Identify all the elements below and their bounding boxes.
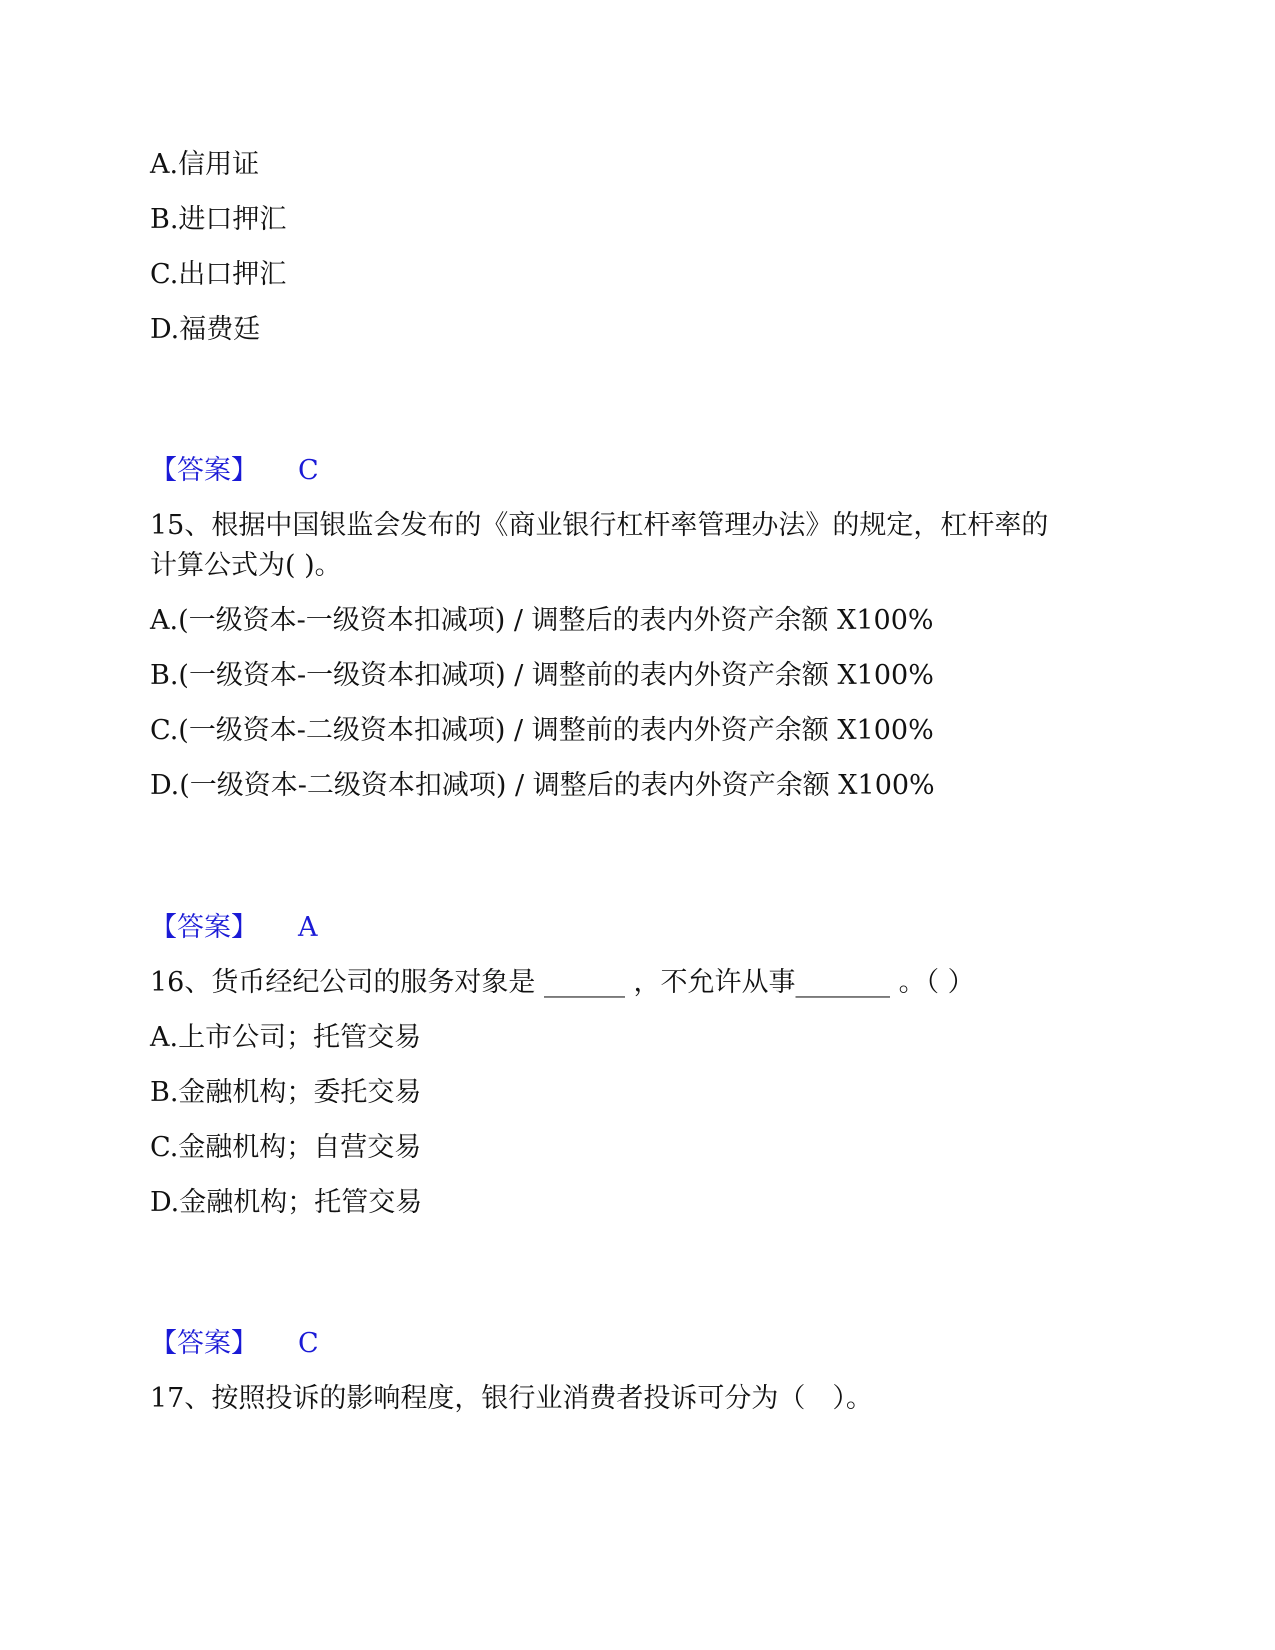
q15-option-d: D.(一级资本-二级资本扣减项) / 调整后的表内外资产余额 X100% [150,770,935,801]
q16-option-d: D.金融机构；托管交易 [150,1187,423,1218]
q16-option-c: C.金融机构；自营交易 [150,1132,422,1163]
answer-label: 【答案】 [150,455,258,486]
q15-option-b: B.(一级资本-一级资本扣减项) / 调整前的表内外资产余额 X100% [150,660,934,691]
q14-option-c: C.出口押汇 [150,259,287,290]
q14-option-a: A.信用证 [150,149,260,180]
q15-stem-line1: 15、根据中国银监会发布的《商业银行杠杆率管理办法》的规定，杠杆率的 [150,510,1049,541]
answer-label: 【答案】 [150,1328,258,1359]
q14-option-d: D.福费廷 [150,314,261,345]
answer-value: C [298,455,319,486]
answer-value: A [298,912,318,943]
q15-option-c: C.(一级资本-二级资本扣减项) / 调整前的表内外资产余额 X100% [150,715,934,746]
q16-stem: 16、货币经纪公司的服务对象是 ______ ，不允许从事_______ 。（ ） [150,967,975,998]
q14-option-b: B.进口押汇 [150,204,287,235]
answer-value: C [298,1328,319,1359]
q15-answer [150,910,318,946]
q17-stem: 17、按照投诉的影响程度，银行业消费者投诉可分为（ ）。 [150,1383,873,1414]
q15-stem-line2: 计算公式为( )。 [150,550,342,581]
q16-option-a: A.上市公司；托管交易 [150,1022,422,1053]
answer-label: 【答案】 [150,912,258,943]
q14-answer [150,453,319,489]
q16-answer [150,1326,319,1362]
q15-option-a: A.(一级资本-一级资本扣减项) / 调整后的表内外资产余额 X100% [150,605,934,636]
q16-option-b: B.金融机构；委托交易 [150,1077,422,1108]
